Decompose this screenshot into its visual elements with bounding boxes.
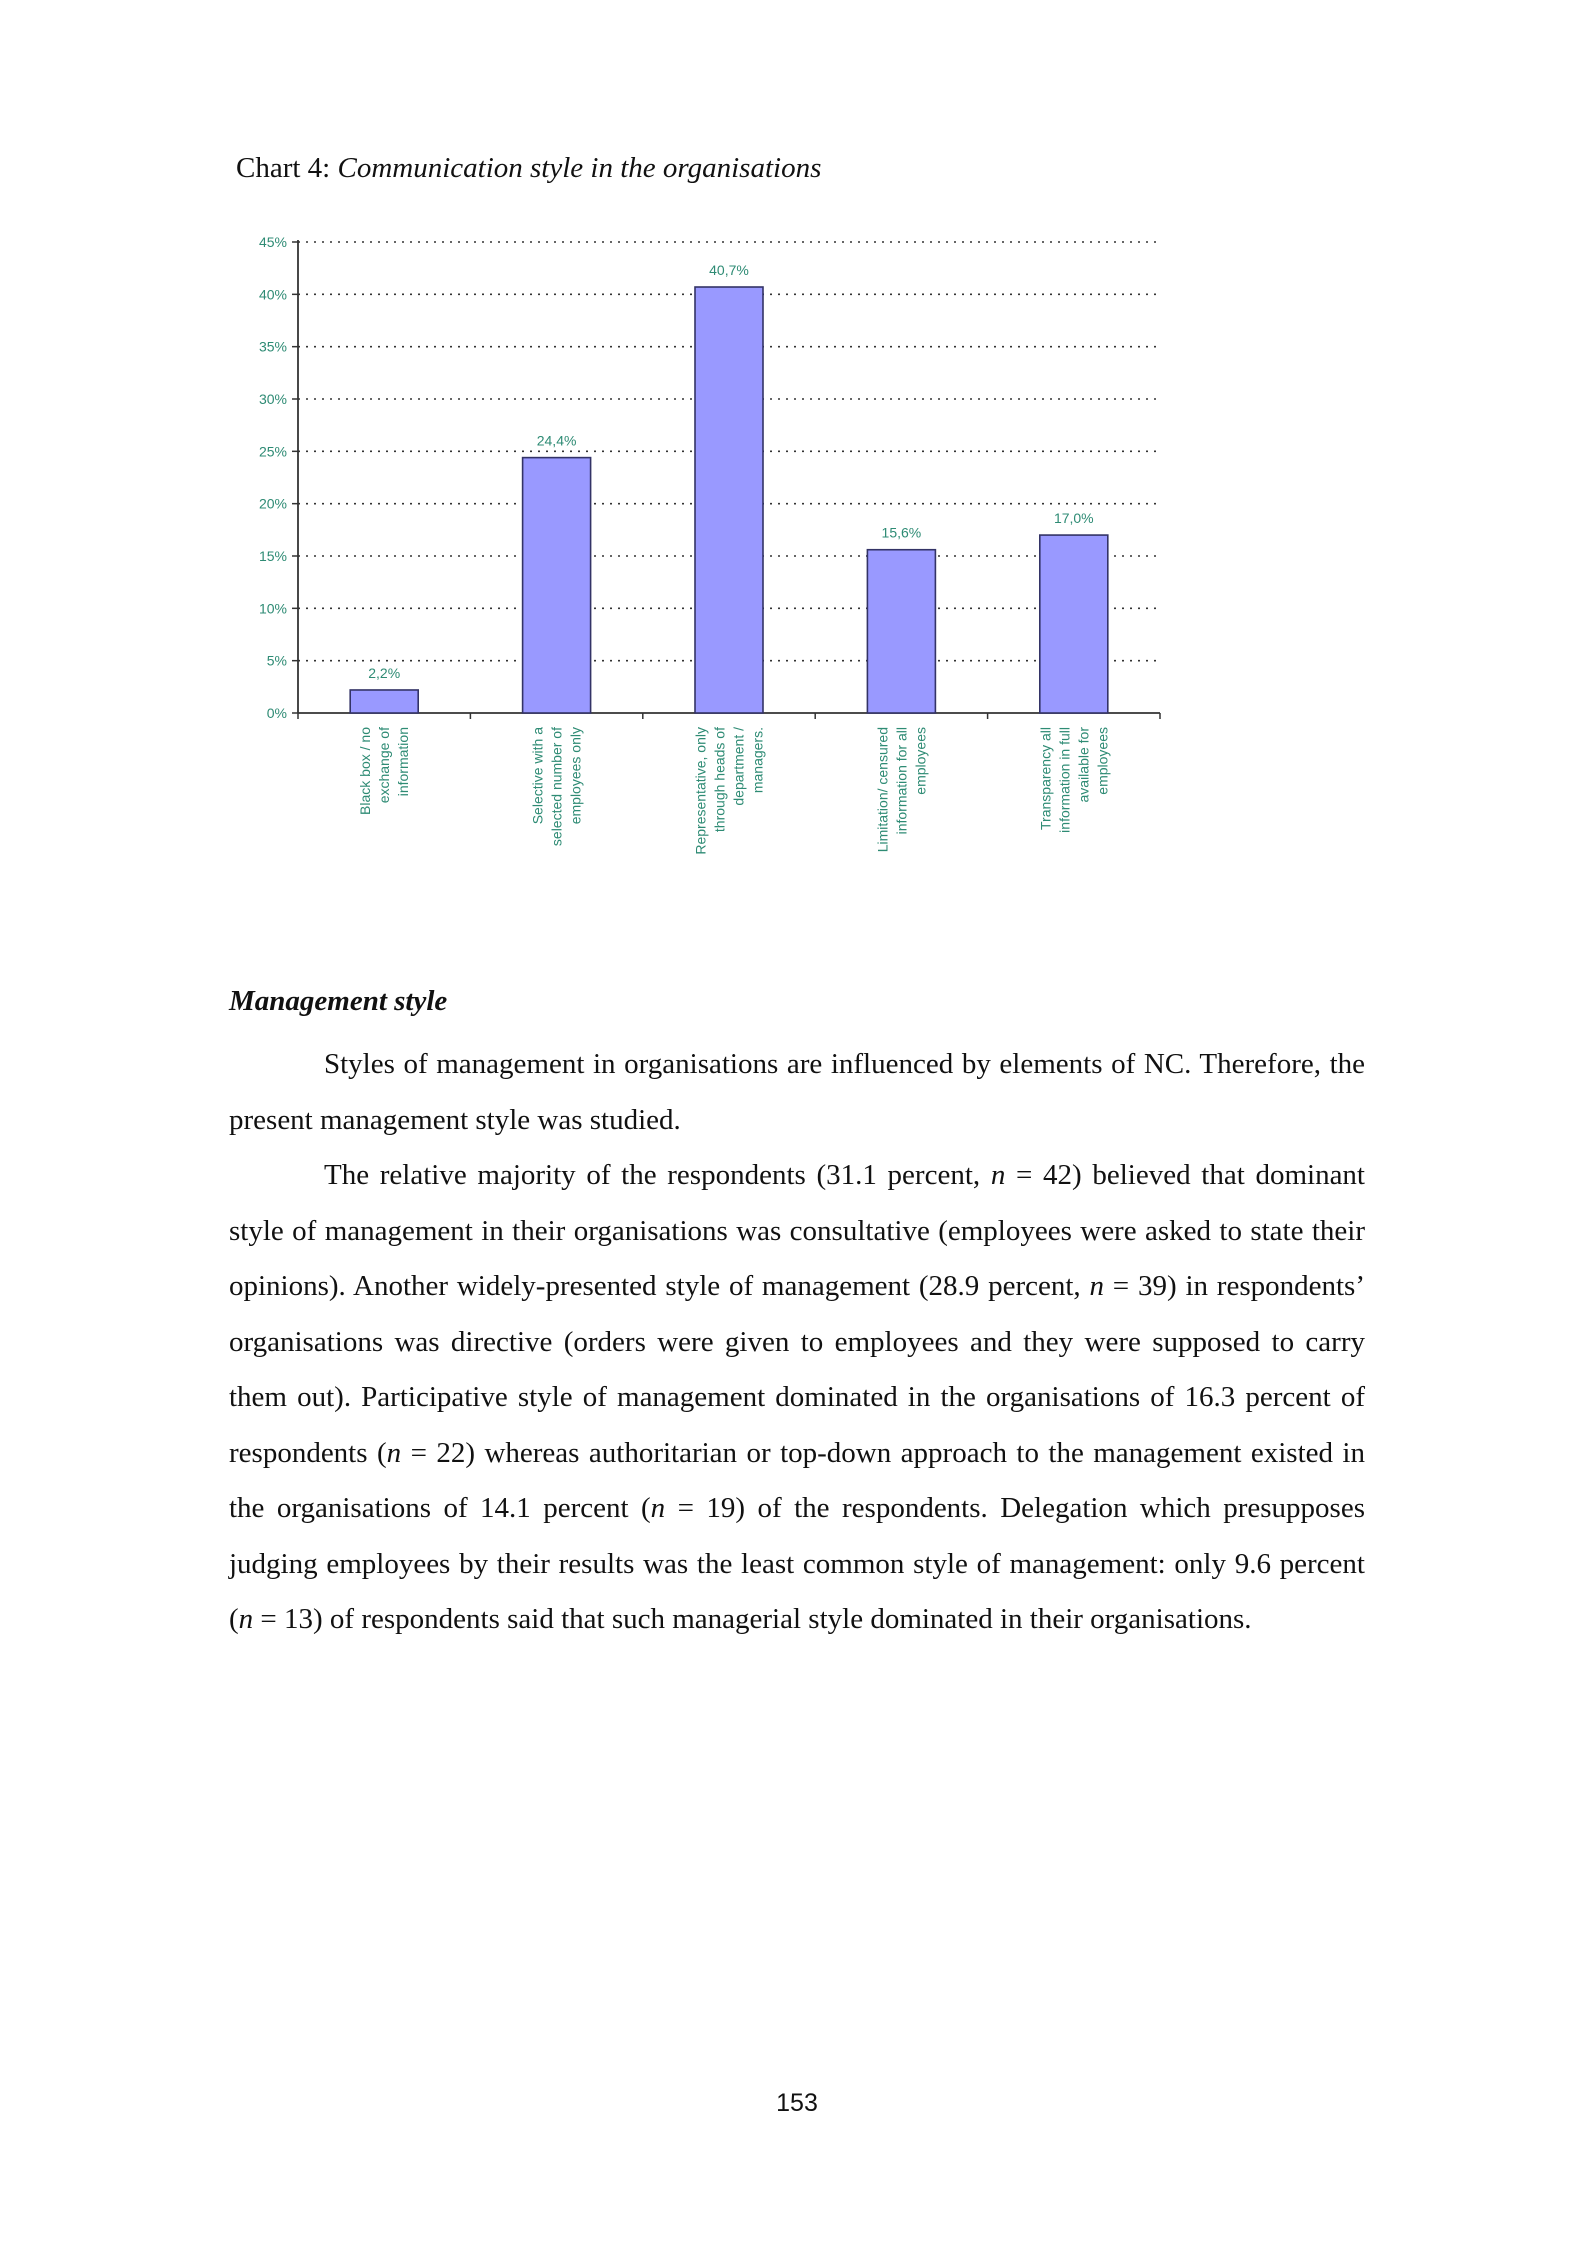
category-label: Black box / no (357, 727, 374, 815)
y-tick-label: 0% (266, 705, 287, 721)
category-label: Representative, only (692, 727, 709, 855)
text-run: = 13) of respondents said that such managerial style dominated in their organisations. (253, 1603, 1252, 1635)
italic-variable: n (990, 1159, 1006, 1191)
category-label: through heads of (711, 727, 728, 833)
category-label: available for (1075, 727, 1092, 803)
y-tick-label: 15% (258, 548, 287, 564)
data-label: 24,4% (536, 432, 577, 449)
text-run: = 39) in respondents’ organisations was directive (orders were given to employees and they were supposed to carry them out). Participative style of management dominated in the organisations of 16.3 percent of respondents ( (229, 1270, 1365, 1469)
data-label: 17,0% (1053, 510, 1094, 527)
page-number: 153 (776, 2089, 818, 2117)
y-tick-label: 40% (258, 286, 287, 303)
category-label: Limitation/ censured (874, 727, 891, 853)
italic-variable: n (238, 1603, 254, 1635)
category-label: department / (730, 727, 747, 806)
bar (350, 690, 418, 713)
y-tick-label: 45% (258, 234, 287, 250)
category-label: Transparency all (1037, 727, 1054, 830)
y-tick-label: 30% (258, 391, 287, 407)
italic-variable: n (650, 1492, 666, 1524)
body-paragraph (229, 1037, 1365, 1148)
category-label: selected number of (548, 727, 565, 847)
category-label: information (395, 727, 412, 797)
category-label: exchange of (376, 727, 393, 804)
italic-variable: n (386, 1436, 402, 1469)
text-run: Styles of management in organisations are influenced by elements of NC. Therefore, the present management style was studied. (229, 1048, 1365, 1136)
data-label: 15,6% (881, 524, 922, 541)
y-tick-label: 10% (258, 600, 287, 617)
y-tick-label: 5% (266, 652, 287, 669)
data-label: 40,7% (709, 262, 749, 279)
text-run: = 42) believed that dominant style of management in their organisations was consultative (employees were asked to state their opinions). Another widely-presented style of management (28.9 percent, (229, 1159, 1365, 1302)
text-run: = 22) whereas authoritarian or top-down approach to the management existed in the organisations of 14.1 percent ( (229, 1436, 1365, 1524)
caption-prefix: Chart 4: (236, 152, 331, 184)
caption-title: Communication style in the organisations (337, 152, 822, 184)
bar (867, 550, 935, 713)
category-label: Selective with a (529, 727, 546, 825)
category-label: employees (1094, 727, 1111, 795)
category-label: managers. (749, 727, 766, 794)
data-label: 2,2% (368, 664, 401, 681)
category-label: information in full (1056, 727, 1073, 833)
body-text (229, 1037, 1365, 1648)
y-tick-label: 35% (258, 338, 287, 355)
body-paragraph (229, 1148, 1365, 1648)
category-label: employees (912, 727, 929, 795)
y-tick-label: 25% (258, 443, 287, 460)
bar (1040, 535, 1108, 713)
bar (523, 458, 591, 713)
italic-variable: n (1089, 1270, 1104, 1302)
bar (695, 287, 763, 713)
section-heading: Management style (229, 985, 448, 1017)
text-run: = 19) of the respondents. Delegation which presupposes judging employees by their results was the least common style of management: only 9.6 percent ( (229, 1492, 1365, 1635)
category-label: information for all (893, 727, 910, 835)
text-run: The relative majority of the respondents (31.1 percent, (324, 1159, 991, 1191)
y-tick-label: 20% (258, 495, 287, 512)
category-label: employees only (567, 727, 584, 825)
